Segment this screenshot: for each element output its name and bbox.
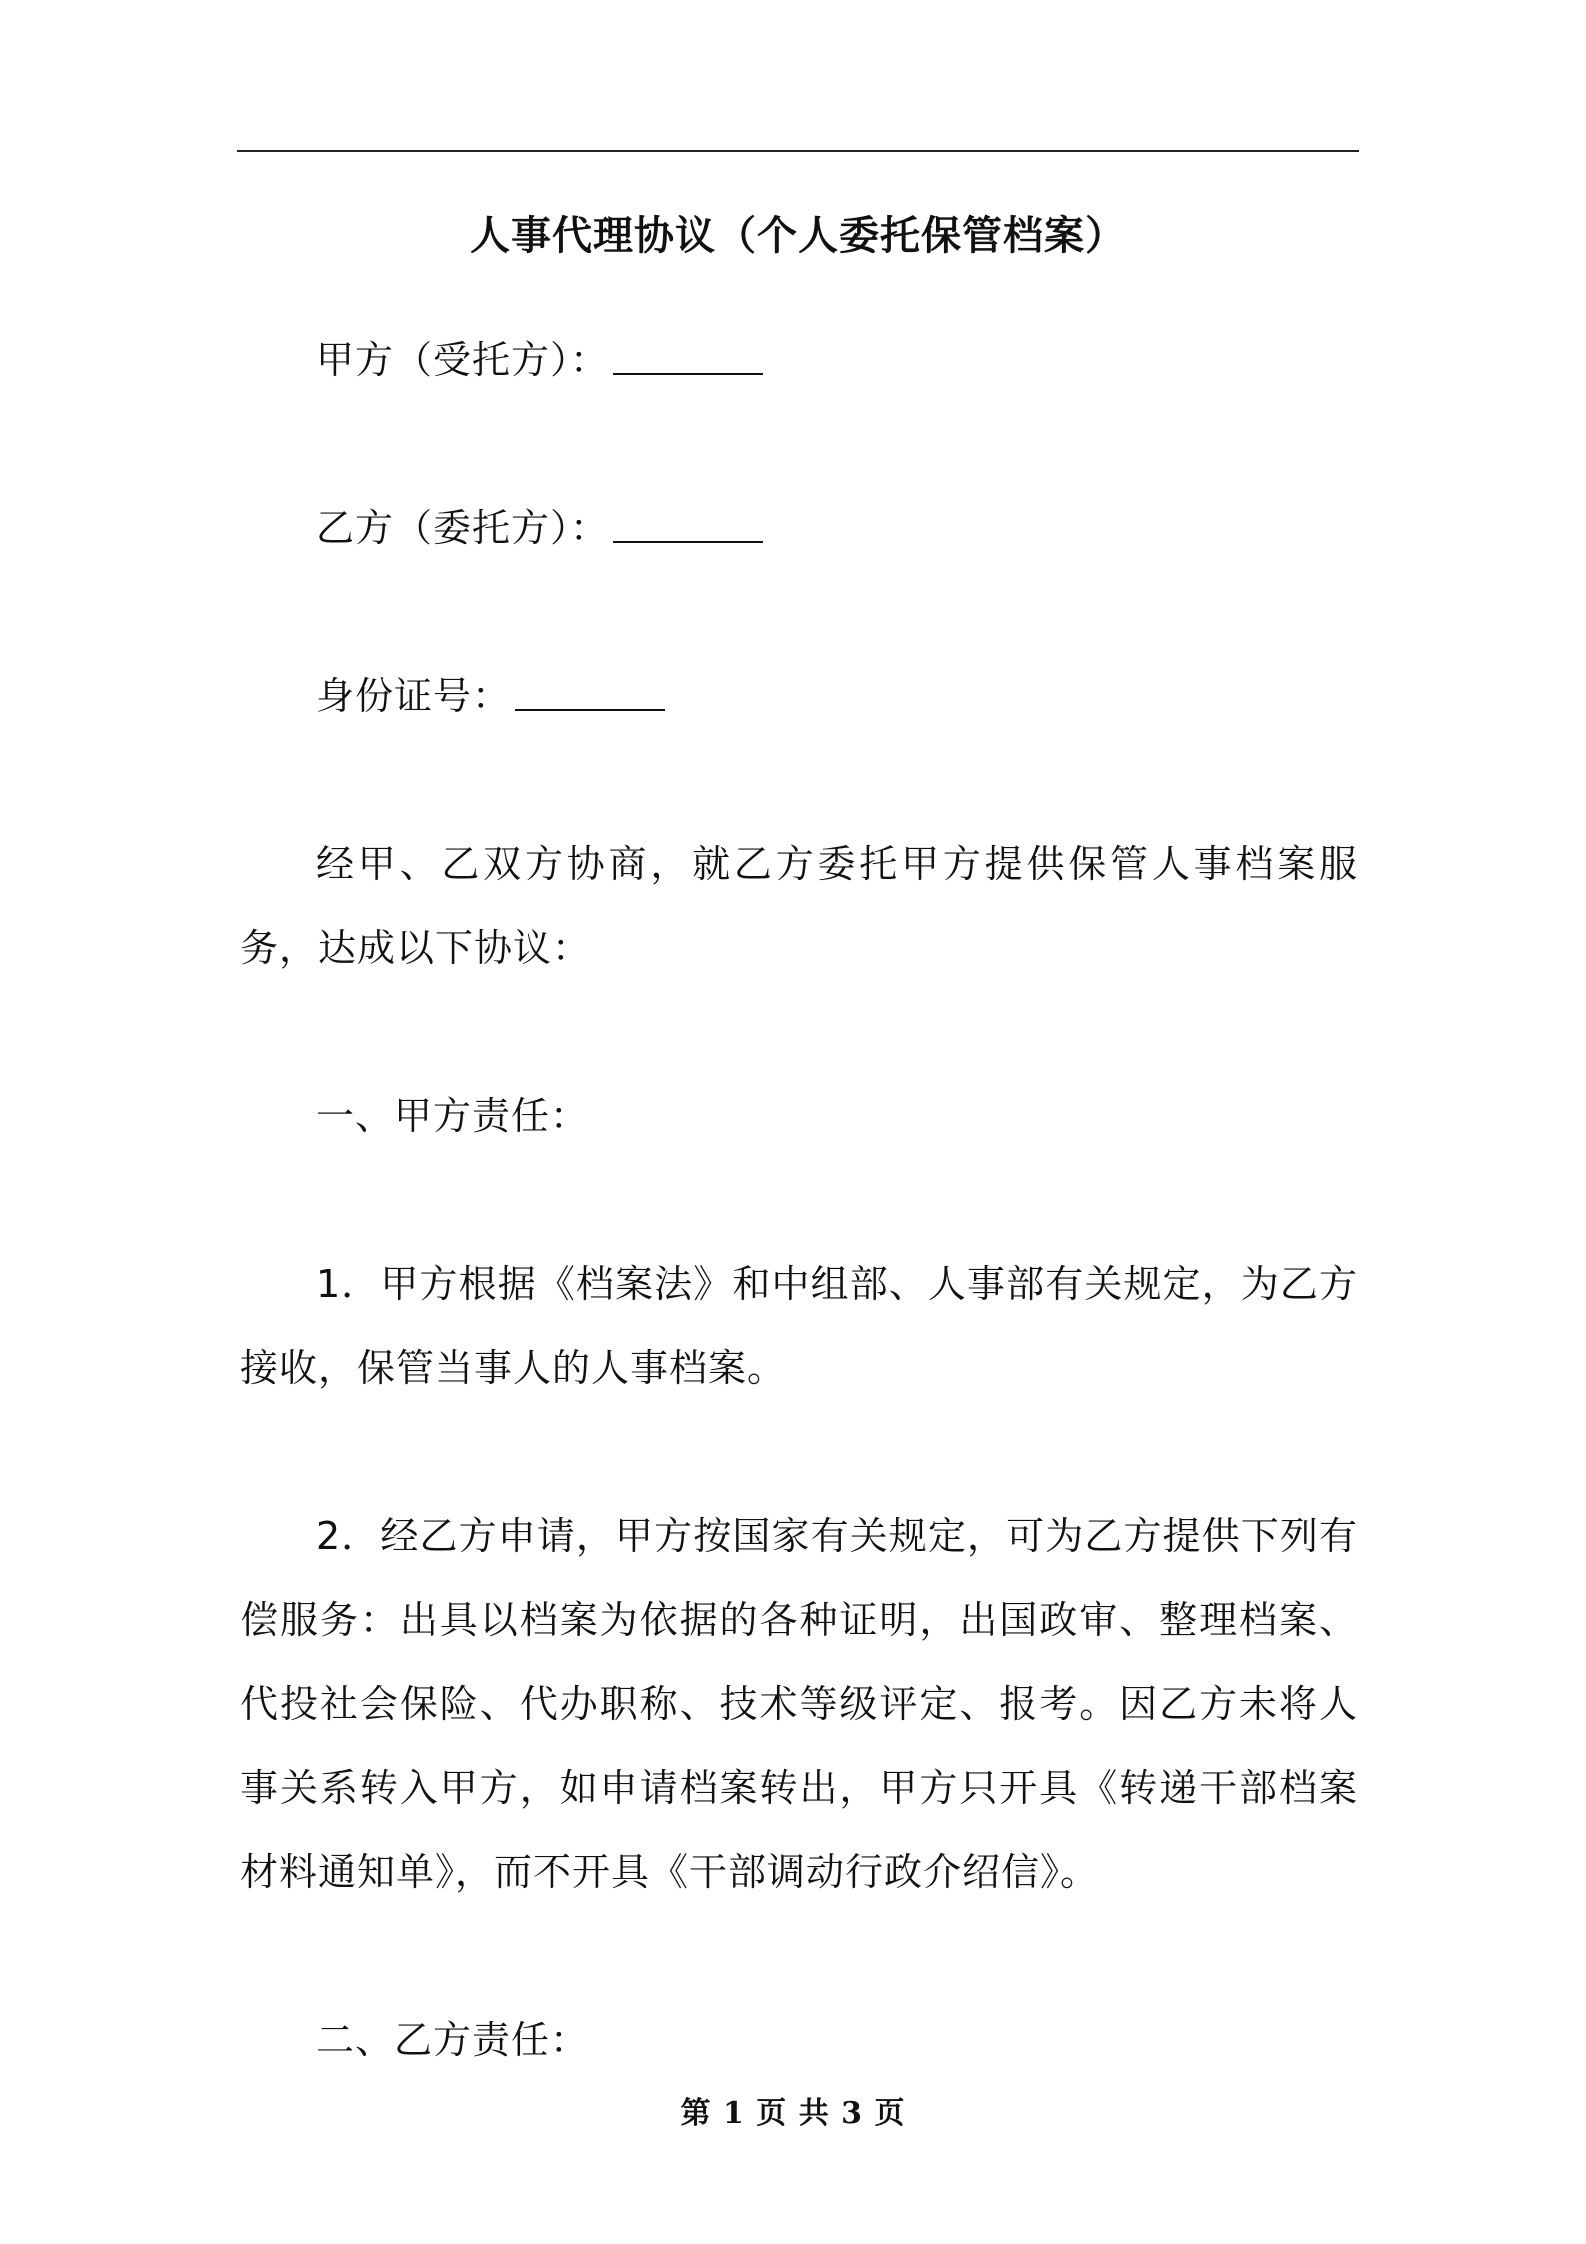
document-title: 人事代理协议（个人委托保管档案） (470, 213, 1126, 259)
party-a-line (240, 318, 1358, 402)
party-b-line (240, 486, 1358, 570)
header-rule (237, 150, 1359, 152)
section-1-heading: 一、甲方责任： (316, 1094, 590, 1138)
party-b-label: 乙方（委托方）： (316, 506, 610, 550)
intro-paragraph: 经甲、乙双方协商，就乙方委托甲方提供保管人事档案服务，达成以下协议： (240, 842, 1358, 970)
party-b-blank (613, 511, 763, 543)
id-number-label: 身份证号： (316, 674, 512, 718)
party-a-label: 甲方（受托方）： (316, 338, 610, 382)
clause-1-paragraph: 1．甲方根据《档案法》和中组部、人事部有关规定，为乙方接收，保管当事人的人事档案。 (240, 1262, 1358, 1390)
section-2-heading: 二、乙方责任： (316, 2018, 590, 2062)
clause-2-paragraph: 2．经乙方申请，甲方按国家有关规定，可为乙方提供下列有偿服务：出具以档案为依据的各种证明，出国政审、整理档案、代投社会保险、代办职称、技术等级评定、报考。因乙方未将人事关系转入甲方，如申请档案转出，甲方只开具《转递干部档案材料通知单》，而不开具《干部调动行政介绍信》。 (240, 1514, 1358, 1894)
id-number-blank (515, 679, 665, 711)
id-number-line (240, 654, 1358, 738)
page-number-footer: 第 1 页 共 3 页 (680, 2096, 906, 2131)
party-a-blank (613, 343, 763, 375)
